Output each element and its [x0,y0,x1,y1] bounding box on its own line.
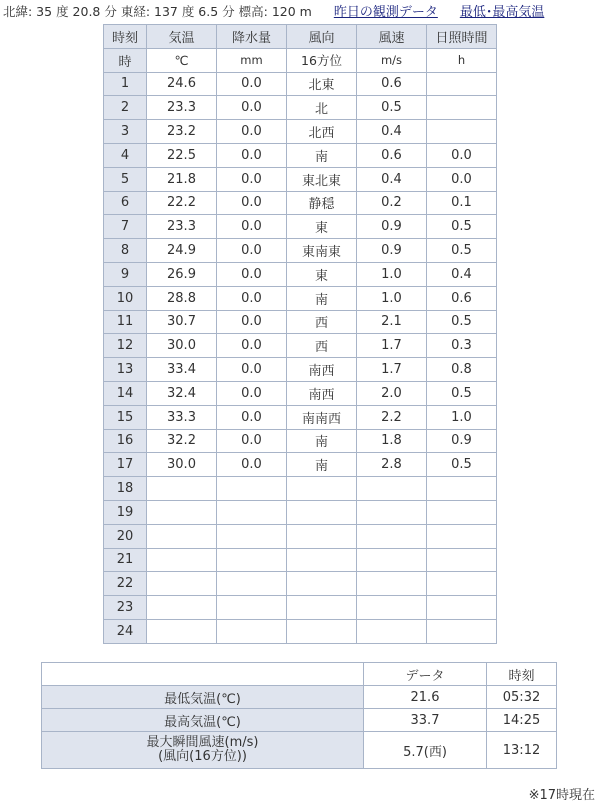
hour-cell: 1 [104,72,147,96]
hour-cell: 9 [104,262,147,286]
table-row [104,215,497,239]
temp-cell: 23.3 [147,96,217,120]
wind-speed-cell: 0.5 [357,96,427,120]
summary-value: 33.7 [364,709,487,732]
precip-cell: 0.0 [217,286,287,310]
wind-dir-cell [287,596,357,620]
sunshine-cell: 0.5 [427,215,497,239]
wind-dir-cell: 北西 [287,120,357,144]
wind-speed-cell: 1.0 [357,286,427,310]
yesterday-data-link[interactable]: 昨日の観測データ [333,5,438,20]
temp-cell [147,524,217,548]
table-row [104,334,497,358]
hour-cell: 23 [104,596,147,620]
hour-cell: 10 [104,286,147,310]
precip-cell: 0.0 [217,96,287,120]
wind-dir-cell [287,477,357,501]
table-row [104,120,497,144]
table-row [104,167,497,191]
sunshine-cell [427,477,497,501]
precip-cell: 0.0 [217,334,287,358]
temp-cell: 30.7 [147,310,217,334]
summary-time: 14:25 [487,709,557,732]
col-wind-dir-unit: 16方位 [287,48,357,72]
sunshine-cell: 0.4 [427,262,497,286]
summary-table [41,662,557,769]
min-max-temp-link[interactable]: 最低･最高気温 [459,5,545,20]
wind-speed-cell [357,477,427,501]
precip-cell [217,524,287,548]
summary-label: 最高気温(℃) [42,709,364,732]
hour-cell: 17 [104,453,147,477]
summary-time: 05:32 [487,686,557,709]
hour-cell: 11 [104,310,147,334]
temp-cell: 21.8 [147,167,217,191]
summary-row-min-temp [42,686,557,709]
precip-cell [217,572,287,596]
sunshine-cell [427,548,497,572]
sunshine-cell: 0.0 [427,167,497,191]
col-precip-unit: mm [217,48,287,72]
table-row [104,405,497,429]
wind-dir-cell: 西 [287,310,357,334]
wind-dir-cell: 南西 [287,358,357,382]
wind-speed-cell [357,500,427,524]
precip-cell: 0.0 [217,191,287,215]
table-row [104,524,497,548]
col-temp-unit: ℃ [147,48,217,72]
precip-cell: 0.0 [217,239,287,263]
unit-row [104,48,497,72]
summary-time: 13:12 [487,732,557,769]
wind-dir-cell: 北東 [287,72,357,96]
wind-dir-cell [287,572,357,596]
wind-dir-cell [287,548,357,572]
temp-cell: 24.9 [147,239,217,263]
summary-label-line1: 最大瞬間風速(m/s) [146,735,259,750]
table-row [104,143,497,167]
wind-dir-cell: 東南東 [287,239,357,263]
table-row [104,191,497,215]
col-time-header: 時刻 [104,25,147,49]
summary-value: 21.6 [364,686,487,709]
hour-cell: 21 [104,548,147,572]
wind-speed-cell: 0.9 [357,239,427,263]
precip-cell [217,500,287,524]
table-row [104,572,497,596]
hour-cell: 6 [104,191,147,215]
temp-cell [147,500,217,524]
col-time-unit: 時 [104,48,147,72]
sunshine-cell: 0.6 [427,286,497,310]
precip-cell [217,548,287,572]
sunshine-cell: 0.5 [427,239,497,263]
sunshine-cell [427,572,497,596]
temp-cell: 23.2 [147,120,217,144]
sunshine-cell: 0.8 [427,358,497,382]
hour-cell: 2 [104,96,147,120]
precip-cell: 0.0 [217,358,287,382]
wind-dir-cell: 南 [287,429,357,453]
wind-speed-cell: 0.4 [357,167,427,191]
wind-speed-cell: 2.1 [357,310,427,334]
precip-cell [217,596,287,620]
table-row [104,381,497,405]
header-row [104,25,497,49]
wind-dir-cell: 東北東 [287,167,357,191]
table-row [104,477,497,501]
col-wind-dir-header: 風向 [287,25,357,49]
table-row [104,453,497,477]
wind-speed-cell [357,572,427,596]
wind-speed-cell: 2.0 [357,381,427,405]
temp-cell: 26.9 [147,262,217,286]
wind-speed-cell: 2.2 [357,405,427,429]
col-precip-header: 降水量 [217,25,287,49]
hour-cell: 4 [104,143,147,167]
wind-dir-cell: 南 [287,143,357,167]
hour-cell: 8 [104,239,147,263]
hour-cell: 14 [104,381,147,405]
precip-cell: 0.0 [217,310,287,334]
table-row [104,596,497,620]
temp-cell [147,572,217,596]
wind-dir-cell: 南南西 [287,405,357,429]
table-row [104,239,497,263]
sunshine-cell: 0.9 [427,429,497,453]
precip-cell: 0.0 [217,167,287,191]
wind-speed-cell: 0.9 [357,215,427,239]
wind-speed-cell [357,524,427,548]
table-row [104,262,497,286]
hour-cell: 13 [104,358,147,382]
hour-cell: 16 [104,429,147,453]
wind-speed-cell: 1.0 [357,262,427,286]
hour-cell: 3 [104,120,147,144]
sunshine-cell: 0.1 [427,191,497,215]
sunshine-cell: 1.0 [427,405,497,429]
sunshine-cell: 0.3 [427,334,497,358]
wind-speed-cell [357,548,427,572]
table-row [104,310,497,334]
sunshine-cell [427,596,497,620]
temp-cell [147,619,217,643]
sunshine-cell: 0.0 [427,143,497,167]
wind-speed-cell: 0.4 [357,120,427,144]
precip-cell: 0.0 [217,262,287,286]
wind-speed-cell: 0.6 [357,143,427,167]
temp-cell: 32.4 [147,381,217,405]
col-sunshine-unit: h [427,48,497,72]
wind-dir-cell [287,619,357,643]
station-location-info: 北緯: 35 度 20.8 分 東経: 137 度 6.5 分 標高: 120 m [3,4,312,19]
sunshine-cell: 0.5 [427,453,497,477]
temp-cell: 23.3 [147,215,217,239]
wind-dir-cell: 西 [287,334,357,358]
wind-dir-cell: 南西 [287,381,357,405]
temp-cell: 28.8 [147,286,217,310]
hourly-observation-table [103,24,497,644]
sunshine-cell [427,72,497,96]
temp-cell: 24.6 [147,72,217,96]
temp-cell [147,477,217,501]
summary-header-blank [42,663,364,686]
summary-header-time: 時刻 [487,663,557,686]
col-temp-header: 気温 [147,25,217,49]
wind-speed-cell: 0.2 [357,191,427,215]
temp-cell [147,548,217,572]
summary-row-max-gust [42,732,557,769]
wind-dir-cell: 南 [287,286,357,310]
sunshine-cell [427,96,497,120]
hour-cell: 24 [104,619,147,643]
sunshine-cell: 0.5 [427,310,497,334]
precip-cell: 0.0 [217,453,287,477]
wind-dir-cell: 南 [287,453,357,477]
wind-dir-cell: 静穏 [287,191,357,215]
temp-cell [147,596,217,620]
table-row [104,500,497,524]
wind-speed-cell: 1.7 [357,358,427,382]
precip-cell: 0.0 [217,215,287,239]
temp-cell: 30.0 [147,453,217,477]
table-row [104,286,497,310]
wind-speed-cell: 2.8 [357,453,427,477]
wind-speed-cell: 1.8 [357,429,427,453]
hour-cell: 19 [104,500,147,524]
precip-cell: 0.0 [217,429,287,453]
wind-speed-cell: 0.6 [357,72,427,96]
temp-cell: 22.5 [147,143,217,167]
summary-header-data: データ [364,663,487,686]
precip-cell [217,477,287,501]
hour-cell: 18 [104,477,147,501]
col-sunshine-header: 日照時間 [427,25,497,49]
table-row [104,358,497,382]
wind-speed-cell: 1.7 [357,334,427,358]
wind-dir-cell [287,524,357,548]
precip-cell: 0.0 [217,381,287,405]
hour-cell: 20 [104,524,147,548]
hour-cell: 12 [104,334,147,358]
hour-cell: 5 [104,167,147,191]
sunshine-cell [427,524,497,548]
summary-header-row [42,663,557,686]
col-wind-speed-unit: m/s [357,48,427,72]
table-row [104,72,497,96]
summary-row-max-temp [42,709,557,732]
precip-cell: 0.0 [217,120,287,144]
temp-cell: 32.2 [147,429,217,453]
wind-dir-cell: 東 [287,215,357,239]
temp-cell: 22.2 [147,191,217,215]
hour-cell: 15 [104,405,147,429]
table-row [104,548,497,572]
hour-cell: 7 [104,215,147,239]
summary-label [42,732,364,769]
summary-value: 5.7(西) [364,732,487,769]
table-row [104,619,497,643]
wind-dir-cell [287,500,357,524]
sunshine-cell: 0.5 [427,381,497,405]
wind-dir-cell: 東 [287,262,357,286]
summary-label: 最低気温(℃) [42,686,364,709]
table-row [104,96,497,120]
temp-cell: 33.3 [147,405,217,429]
footnote-current-time: ※17時現在 [528,788,595,803]
temp-cell: 30.0 [147,334,217,358]
precip-cell: 0.0 [217,143,287,167]
summary-label-line2: (風向(16方位)) [158,749,247,764]
col-wind-speed-header: 風速 [357,25,427,49]
precip-cell: 0.0 [217,72,287,96]
precip-cell: 0.0 [217,405,287,429]
top-bar [3,2,544,22]
hour-cell: 22 [104,572,147,596]
temp-cell: 33.4 [147,358,217,382]
wind-speed-cell [357,619,427,643]
wind-dir-cell: 北 [287,96,357,120]
sunshine-cell [427,120,497,144]
table-row [104,429,497,453]
wind-speed-cell [357,596,427,620]
precip-cell [217,619,287,643]
sunshine-cell [427,619,497,643]
sunshine-cell [427,500,497,524]
